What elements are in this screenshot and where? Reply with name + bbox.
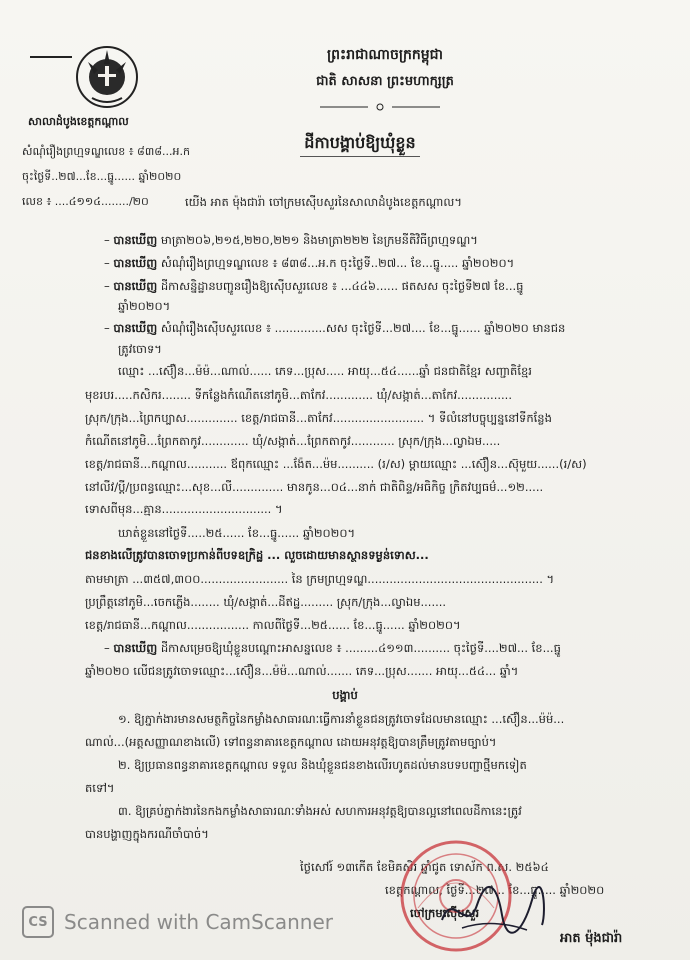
clause-2-text: សំណុំរឿងព្រហ្មទណ្ឌលេខ ៖ ៨៣៨...អ.ក ចុះថ្ងៃទី..២៧... ខែ...ធ្នូ..... ឆ្នាំ២០២០។	[160, 256, 515, 270]
document-number: លេខ ៖ ....៤១១៤......../២០	[22, 195, 149, 208]
court-name: សាលាដំបូងខេត្តកណ្ដាល	[28, 115, 129, 128]
document-title: ដីកាបង្គាប់ឱ្យឃុំខ្លួន	[304, 133, 416, 152]
order-2: ២. ឱ្យប្រធានពន្ធនាគារខេត្តកណ្ដាល ទទួល និងឃុំខ្លួនជនខាងលើរហូតដល់មានបទបញ្ជាថ្មីមកទៀត	[118, 758, 527, 772]
order-3: ៣. ឱ្យគ្រប់ភ្នាក់ងារនៃកងកម្លាំងសាធារណៈទាំងអស់ សហការអនុវត្តឱ្យបានល្អនៅពេលដីកានេះត្រូវ	[118, 804, 522, 818]
person-line-5: ខេត្ត/រាជធានី...កណ្ដាល........... ឪពុកឈ្មោះ ...ង៉ែត...ម៉ម.......... (រ/ស) ម្ដាយឈ្មោះ ...ស៊ឿន...ស៊ុមួយ......(រ/ស)	[85, 457, 587, 471]
clause-3: – បានឃើញ ដីកាសន្និដ្ឋានបញ្ជូនរឿងឱ្យស៊ើបសួរលេខ ៖ ...៤៤៦...... ផតសស ចុះថ្ងៃទី២៧ ខែ...ធ្នូ	[104, 279, 524, 293]
order-heading: បង្គាប់	[332, 688, 358, 702]
offense-place: ប្រព្រឹត្តនៅភូមិ...ចេកភ្លើង........ ឃុំ/សង្កាត់...ដីឥដ្ឋ......... ស្រុក/ក្រុង...ល្វាឯម.......	[85, 595, 447, 609]
clause-4-label: បានឃើញ	[113, 321, 158, 335]
court-emblem-logo	[74, 44, 140, 110]
camscanner-text: Scanned with CamScanner	[64, 910, 333, 934]
decision-line: – បានឃើញ ដីកាសម្រេចឱ្យឃុំខ្លួនបណ្ដោះអាសន្នលេខ ៖ .........៤១១៣.......... ចុះថ្ងៃទី....២៧... ខែ...ធ្នូ	[104, 641, 561, 655]
clause-3-text: ដីកាសន្និដ្ឋានបញ្ជូនរឿងឱ្យស៊ើបសួរលេខ ៖ ...៤៤៦...... ផតសស ចុះថ្ងៃទី២៧ ខែ...ធ្នូ	[160, 279, 524, 293]
person-line-2: មុខរបរ.....កសិករ........ ទីកន្លែងកំណើតនៅភូមិ...តាកែវ............. ឃុំ/សង្កាត់...តាកែវ...............	[85, 388, 512, 402]
person-line-3: ស្រុក/ក្រុង...ព្រៃកប្បាស.............. ខេត្ត/រាជធានី...តាកែវ......................... ។ ទីលំនៅបច្ចុប្បន្ននៅទីកន្លែង	[85, 411, 552, 425]
order-1-cont: ណាល់...(អត្តសញ្ញាណខាងលើ) ទៅពន្ធនាគារខេត្តកណ្ដាល ដោយអនុវត្តឱ្យបានត្រឹមត្រូវតាមច្បាប់។	[85, 735, 497, 749]
lunar-date: ថ្ងៃសៅរ៍ ១៣កើត ខែមិគសិរ ឆ្នាំជូត ទោស័ក ព.ស. ២៥៦៤	[300, 860, 549, 874]
camscanner-watermark	[22, 905, 333, 939]
handwritten-signature	[432, 880, 552, 940]
decision-label: បានឃើញ	[113, 641, 158, 655]
clause-4: – បានឃើញ សំណុំរឿងស៊ើបសួរលេខ ៖ ..............សស ចុះថ្ងៃទី...២៧.... ខែ...ធ្នូ...... ឆ្នាំ២០២០ មានជន	[104, 321, 566, 335]
motto-ornament	[320, 96, 440, 104]
title-underline	[300, 156, 420, 157]
person-line-1: ឈ្មោះ ...ស៊ឿន...ម៉ម៉...ណាល់...... ភេទ...ប្រុស..... អាយុ...៥៤......ឆ្នាំ ជនជាតិខ្មែរ សញ្ជាតិខ្មែរ	[118, 364, 532, 378]
header-dash	[30, 56, 72, 58]
clause-2: – បានឃើញ សំណុំរឿងព្រហ្មទណ្ឌលេខ ៖ ៨៣៨...អ.ក ចុះថ្ងៃទី..២៧... ខែ...ធ្នូ..... ឆ្នាំ២០២០។	[104, 256, 515, 270]
decision-text: ដីកាសម្រេចឱ្យឃុំខ្លួនបណ្ដោះអាសន្នលេខ ៖ .........៤១១៣.......... ចុះថ្ងៃទី....២៧... ខែ...ធ្នូ	[160, 641, 561, 655]
clause-1-text: មាត្រា២០៦,២១៥,២២០,២២១ និងមាត្រា២២២ នៃក្រមនីតិវិធីព្រហ្មទណ្ឌ។	[160, 233, 478, 247]
arrest-date: ឃាត់ខ្លួននៅថ្ងៃទី.....២៥...... ខែ...ធ្នូ...... ឆ្នាំ២០២០។	[118, 526, 356, 540]
case-number: សំណុំរឿងព្រហ្មទណ្ឌលេខ ៖ ៨៣៨...អ.ក	[22, 145, 190, 158]
signer-name: អាត ម៉ុងជារ៉ា	[560, 931, 623, 946]
clause-4-cont: ត្រូវចោទ។	[118, 342, 162, 356]
clause-2-label: បានឃើញ	[113, 256, 158, 270]
clause-1: – បានឃើញ មាត្រា២០៦,២១៥,២២០,២២១ និងមាត្រា២២២ នៃក្រមនីតិវិធីព្រហ្មទណ្ឌ។	[104, 233, 478, 247]
signer-title: ចៅក្រមស៊ើបសួរ	[410, 906, 480, 920]
motto-heading: ជាតិ សាសនា ព្រះមហាក្សត្រ	[316, 74, 454, 89]
offense-place-date: ខេត្ត/រាជធានី...កណ្ដាល................. កាលពីថ្ងៃទី...២៥...... ខែ...ធ្នូ...... ឆ្នាំ២០២០។	[85, 618, 461, 632]
place-date: ខេត្តកណ្ដាល, ថ្ងៃទី...២៧... ខែ...ធ្នូ..... ឆ្នាំ២០២០	[385, 883, 605, 897]
clause-1-label: បានឃើញ	[113, 233, 158, 247]
charge-line: ជនខាងលើត្រូវបានចោទប្រកាន់ពីបទឧក្រិដ្ឋ ... លួចដោយមានស្ថានទម្ងន់ទោស...	[85, 548, 429, 562]
order-3-cont: បានបង្ហាញក្នុងករណីចាំបាច់។	[85, 827, 209, 841]
person-line-7: ទោសពីមុន...គ្មាន.............................. ។	[85, 502, 283, 516]
intro-line: យើង អាត ម៉ុងជារ៉ា ចៅក្រមស៊ើបសួរនៃសាលាដំបូងខេត្តកណ្ដាល។	[185, 195, 462, 209]
order-2-cont: តទៅ។	[85, 781, 115, 795]
order-1: ១. ឱ្យភ្នាក់ងារមានសមត្ថកិច្ចនៃកម្លាំងសាធារណៈធ្វើការនាំខ្លួនជនត្រូវចោទដែលមានឈ្មោះ ...ស៊ឿន...ម៉ម៉...	[118, 712, 565, 726]
kingdom-heading: ព្រះរាជាណាចក្រកម្ពុជា	[326, 47, 443, 63]
case-date: ចុះថ្ងៃទី..២៧...ខែ...ធ្នូ...... ឆ្នាំ២០២០	[22, 170, 182, 183]
person-line-6: នៅលីវ/ប្ដី/ប្រពន្ធឈ្មោះ...សុខ...លី.............. មានកូន...០៤...នាក់ ជាតិពិន្ទ/អធិកិច្ច ក្រិតវប្បធម៌...១២.....	[85, 480, 544, 494]
clause-3-label: បានឃើញ	[113, 279, 158, 293]
clause-3-cont: ឆ្នាំ២០២០។	[118, 299, 171, 313]
camscanner-logo-icon: CS	[22, 906, 54, 938]
article-line: តាមមាត្រា ...៣៥៧,៣០០........................ នៃ ក្រមព្រហ្មទណ្ឌ................................................ ។	[85, 572, 555, 586]
decision-line-2: ឆ្នាំ២០២០ លើជនត្រូវចោទឈ្មោះ...ស៊ឿន...ម៉ម៉...ណាល់....... ភេទ...ប្រុស....... អាយុ...៥៤... ឆ្នាំ។	[85, 664, 519, 678]
person-line-4: កំណើតនៅភូមិ...ព្រែកតាកូវ............. ឃុំ/សង្កាត់...ព្រែកតាកូវ............ ស្រុក/ក្រុង...ល្វាឯម.....	[85, 434, 501, 448]
clause-4-text: សំណុំរឿងស៊ើបសួរលេខ ៖ ..............សស ចុះថ្ងៃទី...២៧.... ខែ...ធ្នូ...... ឆ្នាំ២០២០ មានជន	[160, 321, 566, 335]
